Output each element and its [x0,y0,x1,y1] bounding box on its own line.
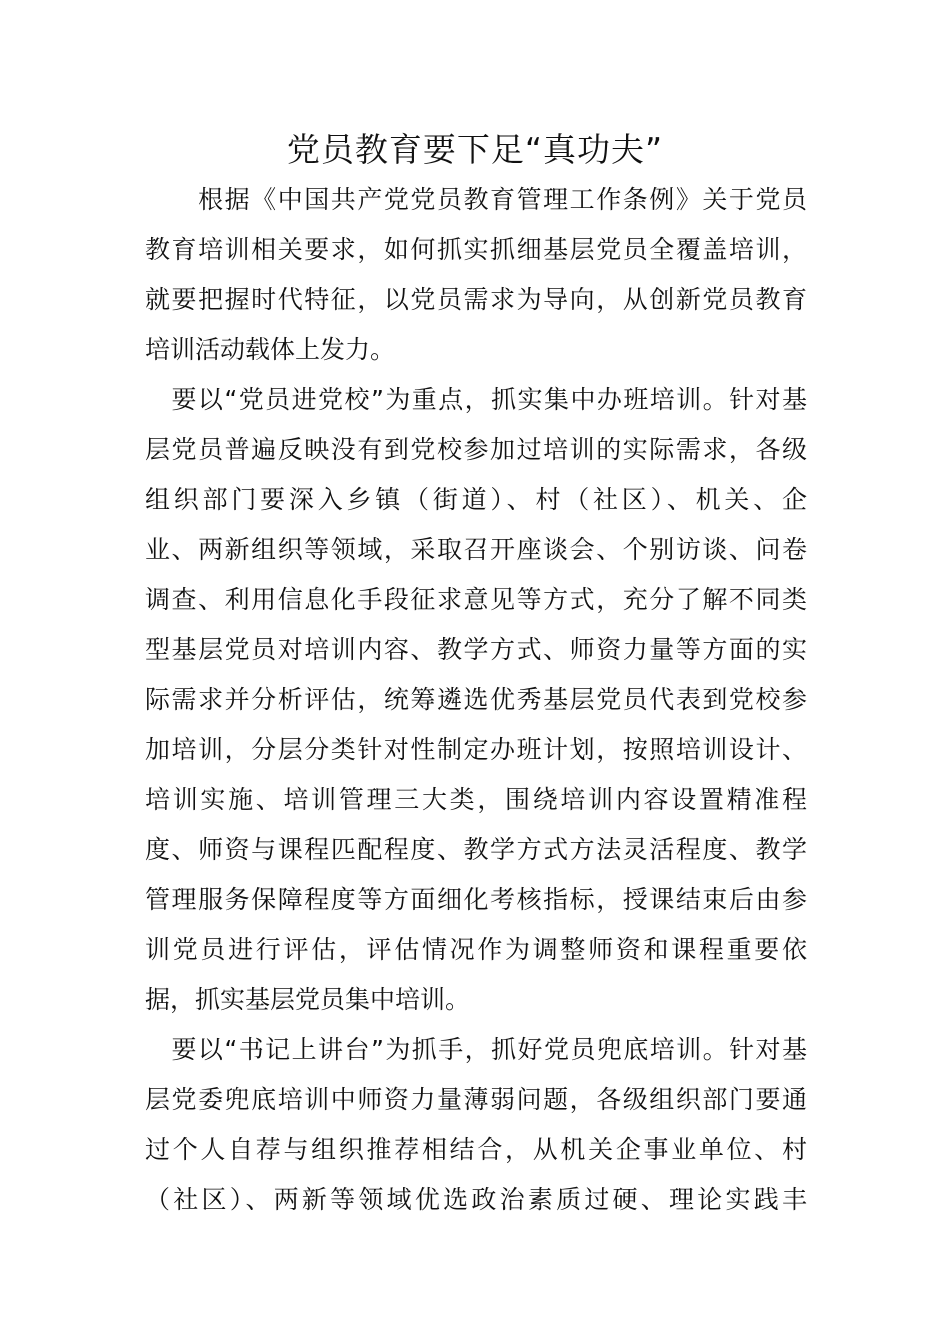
paragraph-line: 培训实施、培训管理三大类，围绕培训内容设置精准程 [145,785,807,814]
paragraph-line: 型基层党员对培训内容、教学方式、师资力量等方面的实 [145,635,807,664]
paragraph-line: 过个人自荐与组织推荐相结合，从机关企事业单位、村 [145,1135,807,1164]
paragraph-line: 业、两新组织等领域，采取召开座谈会、个别访谈、问卷 [145,535,807,564]
paragraph-line: 训党员进行评估，评估情况作为调整师资和课程重要依 [145,935,807,964]
paragraph-line: 加培训，分层分类针对性制定办班计划，按照培训设计、 [145,735,807,764]
paragraph-line: 际需求并分析评估，统筹遴选优秀基层党员代表到党校参 [145,685,807,714]
paragraph-line: 教育培训相关要求，如何抓实抓细基层党员全覆盖培训， [145,235,807,264]
paragraph-line: 要以“党员进党校”为重点，抓实集中办班培训。针对基 [145,385,807,414]
paragraph-line: 调查、利用信息化手段征求意见等方式，充分了解不同类 [145,585,807,614]
paragraph-line: 层党员普遍反映没有到党校参加过培训的实际需求，各级 [145,435,807,464]
document-title: 党员教育要下足“真功夫” [286,130,664,169]
paragraph-line: 就要把握时代特征，以党员需求为导向，从创新党员教育 [145,285,807,314]
paragraph-line: 组织部门要深入乡镇（街道）、村（社区）、机关、企 [145,485,807,514]
paragraph-line: 据，抓实基层党员集中培训。 [145,985,471,1014]
paragraph-line: 要以“书记上讲台”为抓手，抓好党员兜底培训。针对基 [145,1035,807,1064]
paragraph-line: 度、师资与课程匹配程度、教学方式方法灵活程度、教学 [145,835,807,864]
paragraph-line: 根据《中国共产党党员教育管理工作条例》关于党员 [145,185,807,214]
paragraph-line: （社区）、两新等领域优选政治素质过硬、理论实践丰 [145,1185,807,1214]
paragraph-line: 管理服务保障程度等方面细化考核指标，授课结束后由参 [145,885,807,914]
paragraph-line: 培训活动载体上发力。 [145,335,396,364]
paragraph-line: 层党委兜底培训中师资力量薄弱问题，各级组织部门要通 [145,1085,807,1114]
